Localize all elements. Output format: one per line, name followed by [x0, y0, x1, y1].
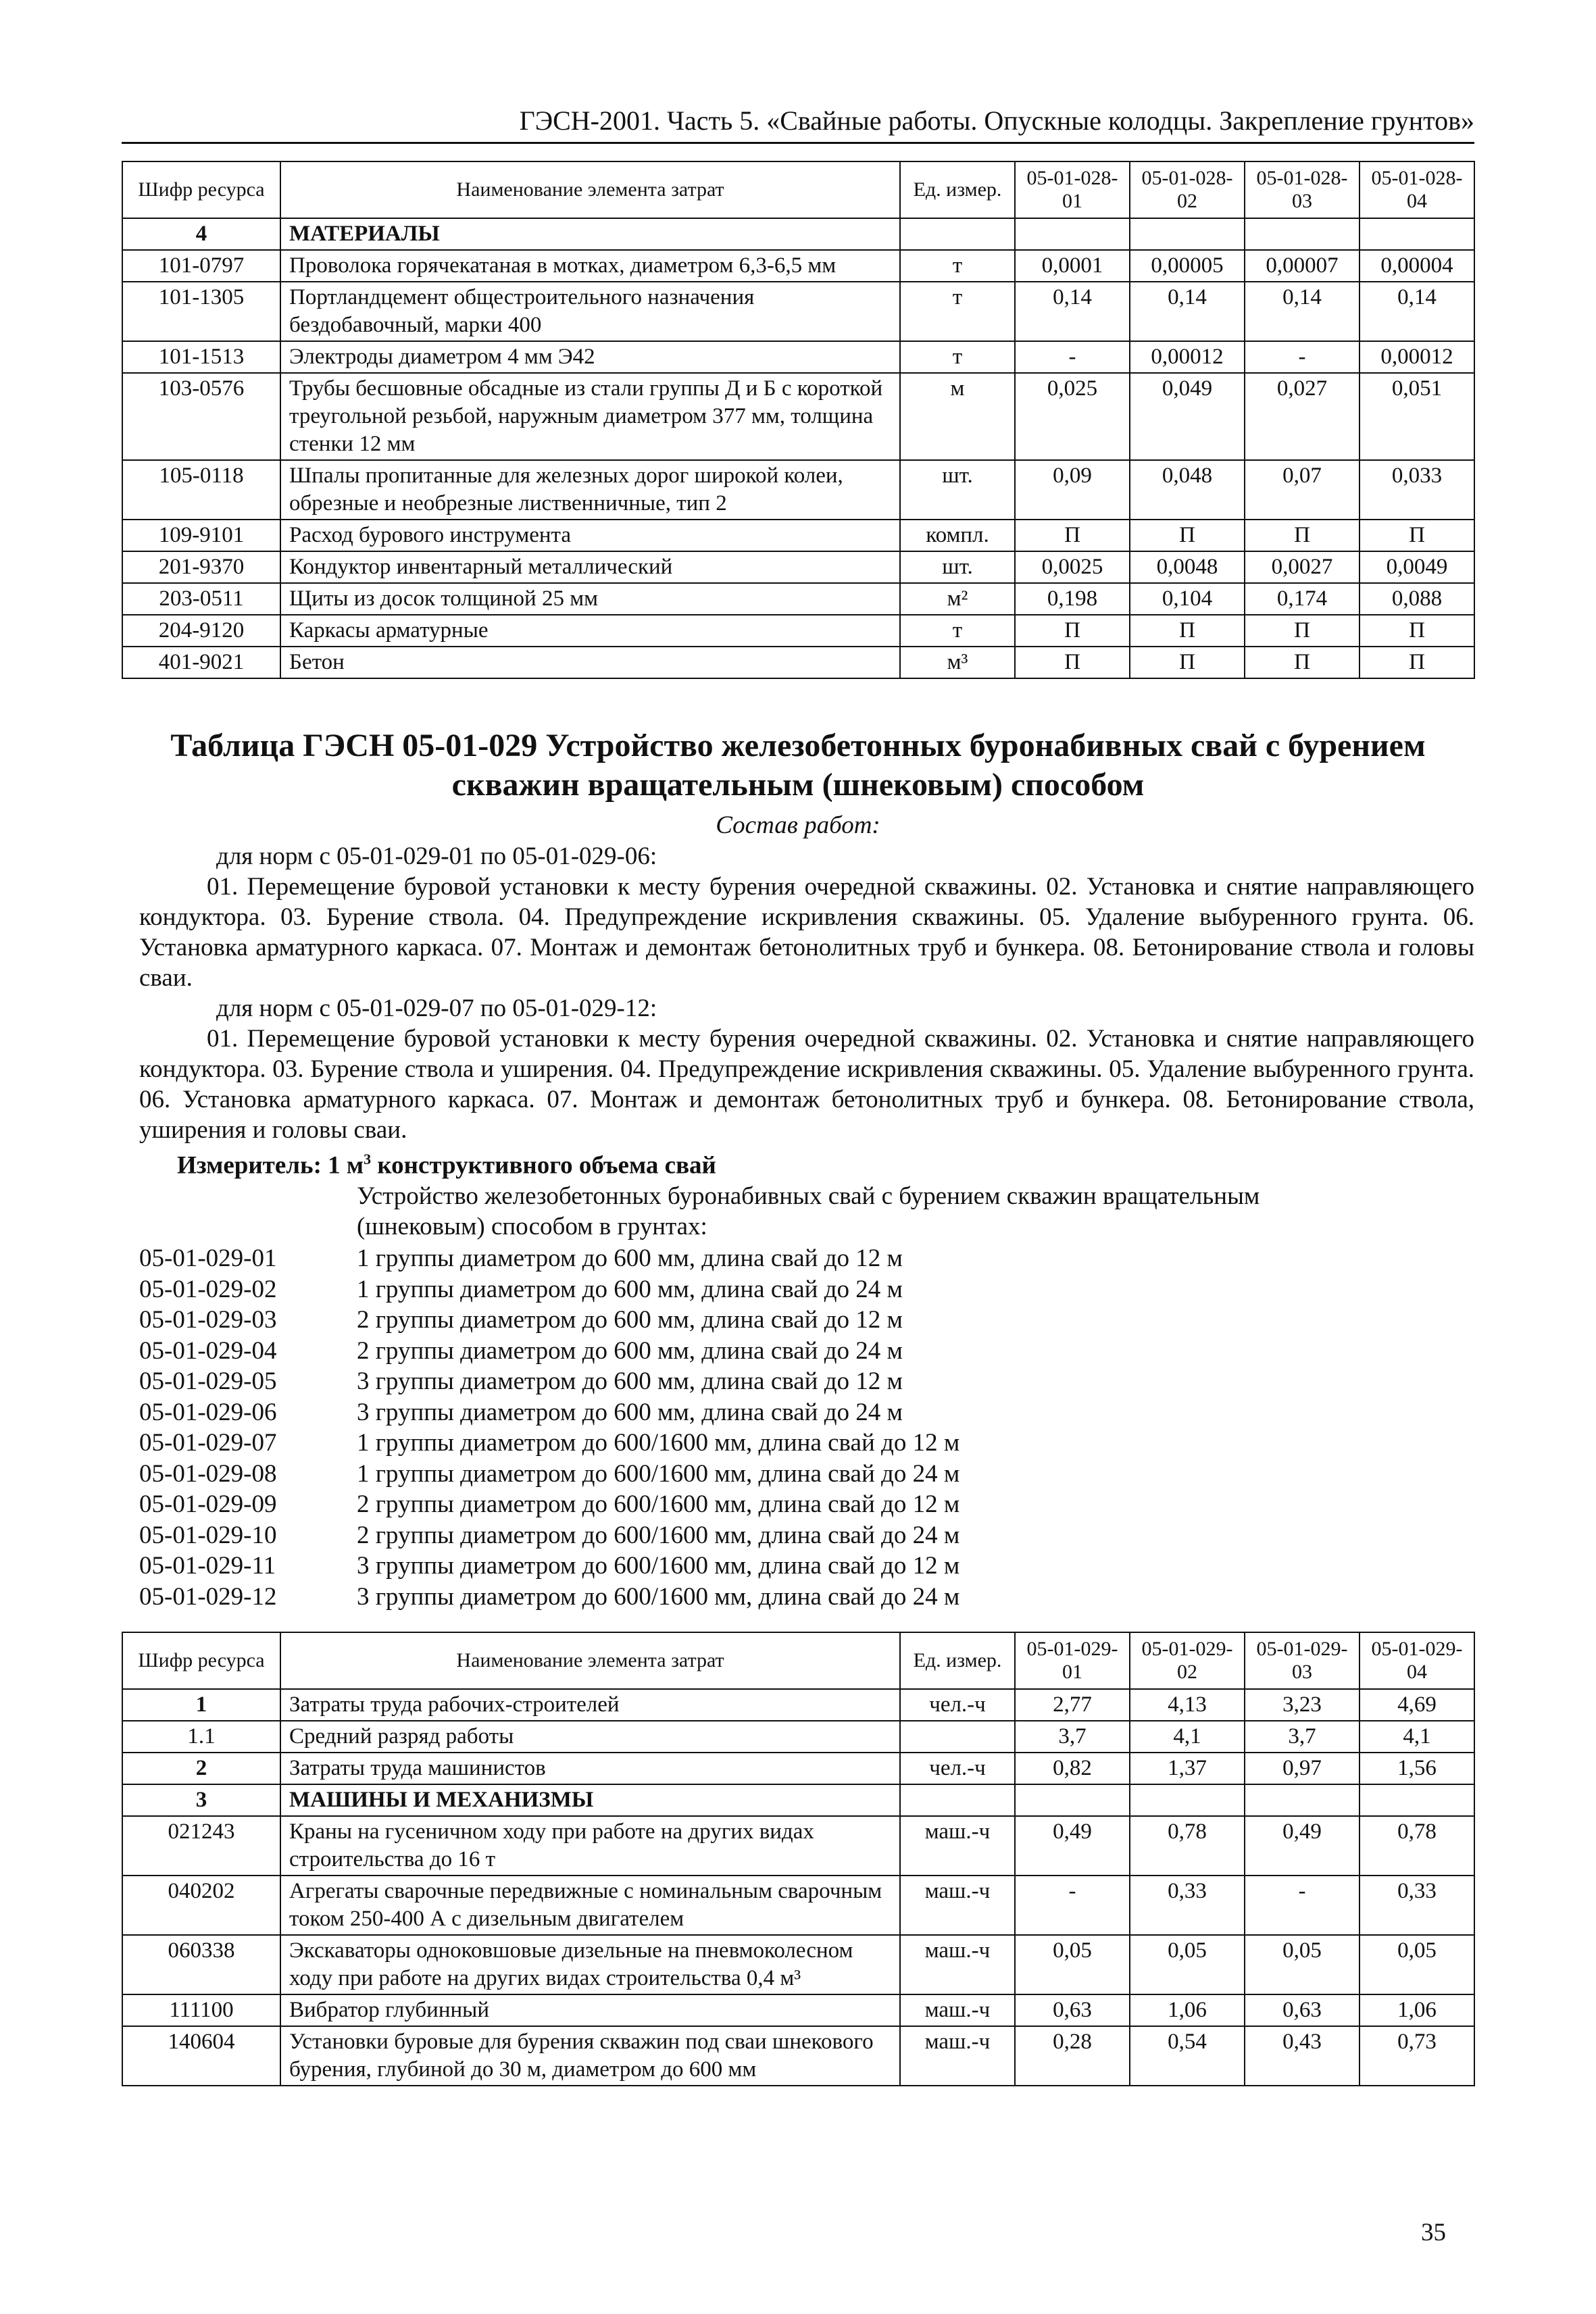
cell-code: 4: [122, 218, 280, 250]
cell-name: Щиты из досок толщиной 25 мм: [280, 583, 900, 615]
norm-code: 05-01-029-03: [139, 1306, 277, 1334]
list-item: [139, 1336, 1423, 1367]
list-item: [139, 1489, 1423, 1520]
table-row: [122, 373, 1474, 460]
cell-value: 0,05: [1360, 1935, 1474, 1994]
page-number: 35: [1421, 2219, 1446, 2246]
norms-intro: Устройство железобетонных буронабивных свай с бурением скважин вращательным (шнековым) способом в грунтах:: [357, 1182, 1260, 1240]
cell-name: МАШИНЫ И МЕХАНИЗМЫ: [280, 1784, 900, 1816]
cell-unit: шт.: [900, 460, 1015, 520]
cell-value: 0,14: [1360, 282, 1474, 341]
header-name: Наименование элемента затрат: [280, 161, 900, 218]
cell-value: 0,14: [1015, 282, 1130, 341]
header-norm: 05-01-029-04: [1360, 1632, 1474, 1689]
cell-value: 0,0049: [1360, 551, 1474, 583]
norm-description: 2 группы диаметром до 600 мм, длина свай до 12 м: [357, 1306, 903, 1334]
list-item: [139, 1397, 1423, 1428]
cell-value: П: [1015, 615, 1130, 647]
cell-code: 201-9370: [122, 551, 280, 583]
table-row: [122, 1784, 1474, 1816]
cell-value: 0,49: [1245, 1816, 1360, 1876]
cell-code: 109-9101: [122, 520, 280, 551]
cell-value: 4,13: [1130, 1689, 1245, 1721]
cell-value: 3,7: [1245, 1721, 1360, 1753]
norm-code: 05-01-029-08: [139, 1459, 277, 1488]
cell-value: 0,14: [1130, 282, 1245, 341]
cell-value: 2,77: [1015, 1689, 1130, 1721]
norm-description: 2 группы диаметром до 600 мм, длина свай до 24 м: [357, 1336, 903, 1365]
table-row: [122, 218, 1474, 250]
header-name: Наименование элемента затрат: [280, 1632, 900, 1689]
cell-unit: м³: [900, 647, 1015, 678]
table-row: [122, 1753, 1474, 1784]
list-item: [139, 1459, 1423, 1490]
group2-text: 01. Перемещение буровой установки к месту бурения очередной скважины. 02. Установка и снятие направляющего кондуктора. 03. Бурение ствола и уширения. 04. Предупреждение искривления скважины. 05. Удаление выбуренного грунта. 06. Установка арматурного каркаса. 07. Монтаж и демонтаж бетонолитных труб и бункера. 08. Бетонирование ствола, уширения и головы сваи.: [139, 1025, 1474, 1144]
cell-value: [1130, 1784, 1245, 1816]
cell-value: 1,06: [1130, 1994, 1245, 2026]
list-item: [139, 1366, 1423, 1397]
norm-description: 3 группы диаметром до 600 мм, длина свай до 12 м: [357, 1367, 903, 1395]
cell-value: 4,1: [1360, 1721, 1474, 1753]
norm-description: 3 группы диаметром до 600/1600 мм, длина свай до 24 м: [357, 1582, 960, 1611]
composition-title: Состав работ:: [716, 811, 880, 839]
cell-value: [1130, 218, 1245, 250]
cell-value: 4,1: [1130, 1721, 1245, 1753]
cell-code: 101-1513: [122, 341, 280, 373]
cell-unit: маш.-ч: [900, 1816, 1015, 1876]
table-row: [122, 551, 1474, 583]
resources-table: [122, 1632, 1475, 2086]
table-row: [122, 615, 1474, 647]
header-norm: 05-01-029-01: [1015, 1632, 1130, 1689]
cell-value: 0,00005: [1130, 250, 1245, 282]
cell-code: 101-0797: [122, 250, 280, 282]
list-item: [139, 1520, 1423, 1551]
cell-name: Каркасы арматурные: [280, 615, 900, 647]
cell-code: 140604: [122, 2026, 280, 2086]
header-norm: 05-01-028-02: [1130, 161, 1245, 218]
table-row: [122, 1721, 1474, 1753]
cell-value: 0,0048: [1130, 551, 1245, 583]
cell-value: 0,78: [1360, 1816, 1474, 1876]
cell-value: 0,174: [1245, 583, 1360, 615]
cell-code: 021243: [122, 1816, 280, 1876]
table-row: [122, 2026, 1474, 2086]
cell-unit: [900, 218, 1015, 250]
norm-code: 05-01-029-07: [139, 1429, 277, 1457]
cell-value: 0,00004: [1360, 250, 1474, 282]
cell-name: Шпалы пропитанные для железных дорог широкой колеи, обрезные и необрезные лиственничные, тип 2: [280, 460, 900, 520]
header-norm: 05-01-028-04: [1360, 161, 1474, 218]
cell-value: 0,63: [1015, 1994, 1130, 2026]
cell-name: Бетон: [280, 647, 900, 678]
list-item: [139, 1428, 1423, 1459]
cell-value: П: [1245, 647, 1360, 678]
norm-description: 3 группы диаметром до 600 мм, длина свай до 24 м: [357, 1398, 903, 1426]
cell-name: Портландцемент общестроительного назначения бездобавочный, марки 400: [280, 282, 900, 341]
list-item: [139, 1243, 1423, 1274]
cell-value: 0,49: [1015, 1816, 1130, 1876]
cell-value: [1360, 218, 1474, 250]
cell-code: 1.1: [122, 1721, 280, 1753]
cell-code: 2: [122, 1753, 280, 1784]
cell-code: 203-0511: [122, 583, 280, 615]
cell-code: 040202: [122, 1876, 280, 1935]
cell-value: 0,97: [1245, 1753, 1360, 1784]
cell-value: П: [1360, 520, 1474, 551]
materials-table: [122, 161, 1475, 679]
cell-value: П: [1360, 615, 1474, 647]
cell-value: 0,73: [1360, 2026, 1474, 2086]
cell-value: 0,78: [1130, 1816, 1245, 1876]
group1-text: 01. Перемещение буровой установки к месту бурения очередной скважины. 02. Установка и снятие направляющего кондуктора. 03. Бурение ствола. 04. Предупреждение искривления скважины. 05. Удаление выбуренного грунта. 06. Установка арматурного каркаса. 07. Монтаж и демонтаж бетонолитных труб и бункера. 08. Бетонирование ствола и головы сваи.: [139, 873, 1474, 992]
cell-value: 1,06: [1360, 1994, 1474, 2026]
cell-value: 0,0025: [1015, 551, 1130, 583]
cell-value: П: [1130, 615, 1245, 647]
cell-value: [1245, 1784, 1360, 1816]
cell-unit: чел.-ч: [900, 1753, 1015, 1784]
cell-value: 0,088: [1360, 583, 1474, 615]
header-code: Шифр ресурса: [122, 161, 280, 218]
list-item: [139, 1582, 1423, 1613]
cell-code: 3: [122, 1784, 280, 1816]
cell-value: [1015, 218, 1130, 250]
cell-unit: т: [900, 282, 1015, 341]
header-unit: Ед. измер.: [900, 161, 1015, 218]
cell-value: 0,05: [1015, 1935, 1130, 1994]
list-item: [139, 1274, 1423, 1305]
norm-code: 05-01-029-06: [139, 1398, 277, 1426]
cell-name: Электроды диаметром 4 мм Э42: [280, 341, 900, 373]
norm-description: 1 группы диаметром до 600 мм, длина свай до 24 м: [357, 1275, 903, 1303]
table-row: [122, 1816, 1474, 1876]
cell-value: 0,28: [1015, 2026, 1130, 2086]
cell-unit: маш.-ч: [900, 2026, 1015, 2086]
header-norm: 05-01-028-01: [1015, 161, 1130, 218]
table-title: Таблица ГЭСН 05-01-029 Устройство железобетонных буронабивных свай с бурением скважин вращательным (шнековым) способом: [170, 728, 1426, 803]
cell-unit: компл.: [900, 520, 1015, 551]
cell-name: Агрегаты сварочные передвижные с номинальным сварочным током 250-400 А с дизельным двигателем: [280, 1876, 900, 1935]
norm-description: 1 группы диаметром до 600 мм, длина свай до 12 м: [357, 1244, 903, 1272]
table-row: [122, 520, 1474, 551]
header-unit: Ед. измер.: [900, 1632, 1015, 1689]
cell-value: 0,027: [1245, 373, 1360, 460]
page-header: ГЭСН-2001. Часть 5. «Свайные работы. Опускные колодцы. Закрепление грунтов»: [122, 101, 1474, 144]
header-norm: 05-01-029-03: [1245, 1632, 1360, 1689]
cell-value: П: [1130, 520, 1245, 551]
header-norm: 05-01-029-02: [1130, 1632, 1245, 1689]
cell-value: 0,82: [1015, 1753, 1130, 1784]
cell-value: 1,56: [1360, 1753, 1474, 1784]
cell-name: Вибратор глубинный: [280, 1994, 900, 2026]
header-code: Шифр ресурса: [122, 1632, 280, 1689]
cell-value: [1245, 218, 1360, 250]
table-row: [122, 1994, 1474, 2026]
norm-code: 05-01-029-04: [139, 1336, 277, 1365]
table-row: [122, 1935, 1474, 1994]
cell-value: 0,00012: [1360, 341, 1474, 373]
group2-label: для норм с 05-01-029-07 по 05-01-029-12:: [216, 995, 657, 1022]
cell-value: 0,05: [1130, 1935, 1245, 1994]
cell-code: 111100: [122, 1994, 280, 2026]
cell-value: 0,07: [1245, 460, 1360, 520]
cell-value: 0,33: [1360, 1876, 1474, 1935]
cell-name: МАТЕРИАЛЫ: [280, 218, 900, 250]
cell-value: -: [1245, 1876, 1360, 1935]
cell-value: 0,051: [1360, 373, 1474, 460]
norm-description: 3 группы диаметром до 600/1600 мм, длина свай до 12 м: [357, 1552, 960, 1580]
cell-unit: т: [900, 341, 1015, 373]
cell-value: П: [1245, 520, 1360, 551]
norm-code: 05-01-029-05: [139, 1367, 277, 1395]
table-row: [122, 583, 1474, 615]
cell-value: -: [1015, 1876, 1130, 1935]
norm-code: 05-01-029-01: [139, 1244, 277, 1272]
norm-code: 05-01-029-12: [139, 1582, 277, 1611]
cell-value: 0,09: [1015, 460, 1130, 520]
norm-code: 05-01-029-11: [139, 1552, 276, 1580]
cell-value: 0,198: [1015, 583, 1130, 615]
cell-name: Экскаваторы одноковшовые дизельные на пневмоколесном ходу при работе на других видах строительства 0,4 м³: [280, 1935, 900, 1994]
cell-unit: шт.: [900, 551, 1015, 583]
cell-unit: маш.-ч: [900, 1994, 1015, 2026]
measure-unit: Измеритель: 1 $м^3$ конструктивного объема свай: [177, 1151, 716, 1180]
cell-value: 4,69: [1360, 1689, 1474, 1721]
table-row: [122, 341, 1474, 373]
norm-code: 05-01-029-02: [139, 1275, 277, 1303]
cell-value: 0,00012: [1130, 341, 1245, 373]
cell-name: Кондуктор инвентарный металлический: [280, 551, 900, 583]
cell-value: 0,14: [1245, 282, 1360, 341]
cell-code: 1: [122, 1689, 280, 1721]
cell-unit: т: [900, 250, 1015, 282]
cell-value: 0,43: [1245, 2026, 1360, 2086]
cell-value: 0,00007: [1245, 250, 1360, 282]
cell-value: [1360, 1784, 1474, 1816]
cell-name: Проволока горячекатаная в мотках, диаметром 6,3-6,5 мм: [280, 250, 900, 282]
group1-label: для норм с 05-01-029-01 по 05-01-029-06:: [216, 842, 657, 870]
cell-value: -: [1015, 341, 1130, 373]
cell-value: 0,048: [1130, 460, 1245, 520]
cell-unit: м: [900, 373, 1015, 460]
norm-description: 2 группы диаметром до 600/1600 мм, длина свай до 12 м: [357, 1490, 960, 1518]
cell-value: [1015, 1784, 1130, 1816]
norm-code: 05-01-029-10: [139, 1521, 277, 1549]
cell-name: Затраты труда рабочих-строителей: [280, 1689, 900, 1721]
cell-code: 101-1305: [122, 282, 280, 341]
cell-unit: маш.-ч: [900, 1876, 1015, 1935]
cell-value: П: [1130, 647, 1245, 678]
cell-code: 060338: [122, 1935, 280, 1994]
cell-unit: т: [900, 615, 1015, 647]
cell-unit: [900, 1784, 1015, 1816]
cell-name: Установки буровые для бурения скважин под сваи шнекового бурения, глубиной до 30 м, диаметром до 600 мм: [280, 2026, 900, 2086]
cell-unit: [900, 1721, 1015, 1753]
cell-value: 0,033: [1360, 460, 1474, 520]
cell-code: 105-0118: [122, 460, 280, 520]
cell-value: 0,049: [1130, 373, 1245, 460]
cell-name: Краны на гусеничном ходу при работе на других видах строительства до 16 т: [280, 1816, 900, 1876]
cell-value: 0,05: [1245, 1935, 1360, 1994]
cell-code: 401-9021: [122, 647, 280, 678]
cell-value: П: [1015, 520, 1130, 551]
cell-value: 0,54: [1130, 2026, 1245, 2086]
table-row: [122, 647, 1474, 678]
cell-value: 0,104: [1130, 583, 1245, 615]
cell-name: Расход бурового инструмента: [280, 520, 900, 551]
cell-name: Затраты труда машинистов: [280, 1753, 900, 1784]
norm-code: 05-01-029-09: [139, 1490, 277, 1518]
cell-value: 0,025: [1015, 373, 1130, 460]
cell-value: -: [1245, 341, 1360, 373]
cell-value: П: [1245, 615, 1360, 647]
cell-name: Средний разряд работы: [280, 1721, 900, 1753]
table-row: [122, 250, 1474, 282]
norms-list: [139, 1243, 1423, 1612]
cell-unit: маш.-ч: [900, 1935, 1015, 1994]
norm-description: 2 группы диаметром до 600/1600 мм, длина свай до 24 м: [357, 1521, 960, 1549]
cell-name: Трубы бесшовные обсадные из стали группы Д и Б с короткой треугольной резьбой, наружным диаметром 377 мм, толщина стенки 12 мм: [280, 373, 900, 460]
table-row: [122, 282, 1474, 341]
cell-value: П: [1015, 647, 1130, 678]
cell-unit: м²: [900, 583, 1015, 615]
list-item: [139, 1305, 1423, 1336]
cell-code: 103-0576: [122, 373, 280, 460]
norm-description: 1 группы диаметром до 600/1600 мм, длина свай до 12 м: [357, 1429, 960, 1457]
cell-code: 204-9120: [122, 615, 280, 647]
cell-value: 0,0001: [1015, 250, 1130, 282]
cell-value: 3,7: [1015, 1721, 1130, 1753]
table-row: [122, 460, 1474, 520]
header-norm: 05-01-028-03: [1245, 161, 1360, 218]
table-row: [122, 1876, 1474, 1935]
cell-value: 0,63: [1245, 1994, 1360, 2026]
cell-value: 1,37: [1130, 1753, 1245, 1784]
cell-value: 3,23: [1245, 1689, 1360, 1721]
cell-value: 0,0027: [1245, 551, 1360, 583]
cell-unit: чел.-ч: [900, 1689, 1015, 1721]
table-row: [122, 1689, 1474, 1721]
cell-value: П: [1360, 647, 1474, 678]
list-item: [139, 1551, 1423, 1582]
cell-value: 0,33: [1130, 1876, 1245, 1935]
norm-description: 1 группы диаметром до 600/1600 мм, длина свай до 24 м: [357, 1459, 960, 1488]
